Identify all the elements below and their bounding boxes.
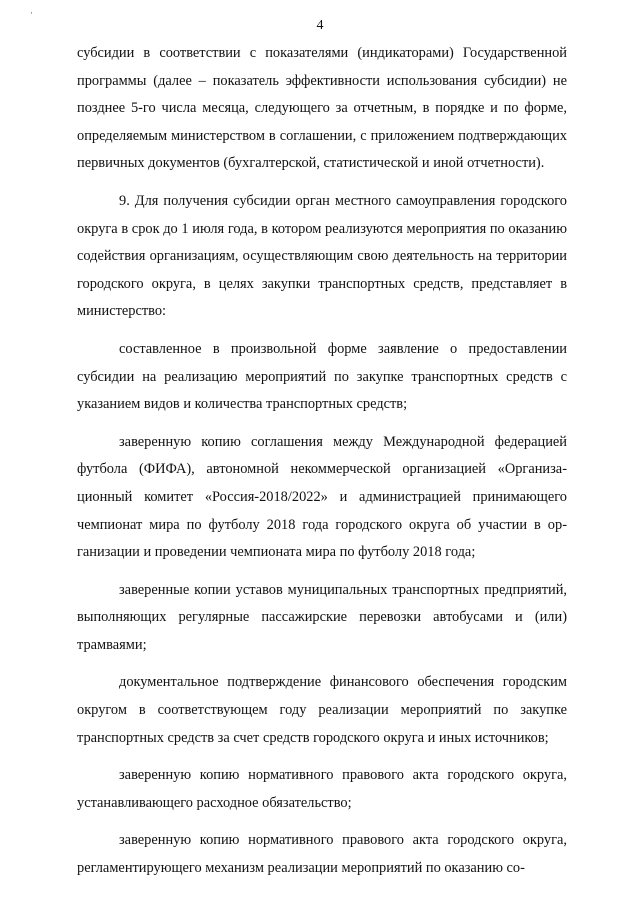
- paragraph-financial-confirmation: документальное подтверждение финансового обеспечения городским округом в соответствующем году реализации мероприятий по закупке транспортных средств за счет средств городского округа и иных источников;: [77, 674, 567, 746]
- paragraph-application-statement: составленное в произвольной форме заявление о предоставлении субсидии на реализацию мероприятий по закупке транспортных средств с указанием видов и количества транспортных средств;: [77, 340, 567, 413]
- paragraph-fifa-agreement-copy: заверенную копию соглашения между Международной федерацией футбола (ФИФА), автономной некоммерческой организацией «Организационный комитет «Россия-2018/2022» и администрацией принимающего чемпионат мира по футболу 2018 года городского округа об участии в организации и проведении чемпионата мира по футболу 2018 года;: [77, 433, 567, 561]
- document-body: [77, 40, 567, 893]
- paragraph-charters-copies: заверенные копии уставов муниципальных транспортных предприятий, выполняющих регулярные пассажирские перевозки автобусами и (или) трамваями;: [77, 581, 567, 653]
- corner-mark: ·: [30, 8, 33, 18]
- paragraph-legal-act-mechanism: заверенную копию нормативного правового акта городского округа, регламентирующего механизм реализации мероприятий по оказанию со-: [77, 832, 567, 877]
- paragraph-legal-act-expense: заверенную копию нормативного правового акта городского округа, устанавливающего расходное обязательство;: [77, 767, 567, 811]
- paragraph-item-9: 9. Для получения субсидии орган местного самоуправления городского округа в срок до 1 июля года, в котором реализуются мероприятия по оказанию содействия организациям, осуществляющим свою деятельность на территории городского округа, в целях закупки транспортных средств, представляет в министерство:: [77, 192, 567, 320]
- paragraph-continuation: субсидии в соответствии с показателями (индикаторами) Государственной программы (далее – показатель эффективности использования субсидии) не позднее 5-го числа месяца, следующего за отчетным, в порядке и по форме, определяемым министерством в соглашении, с приложением подтверждающих первичных документов (бухгалтерской, статистической и иной отчетности).: [77, 45, 567, 172]
- page-number: 4: [316, 18, 324, 33]
